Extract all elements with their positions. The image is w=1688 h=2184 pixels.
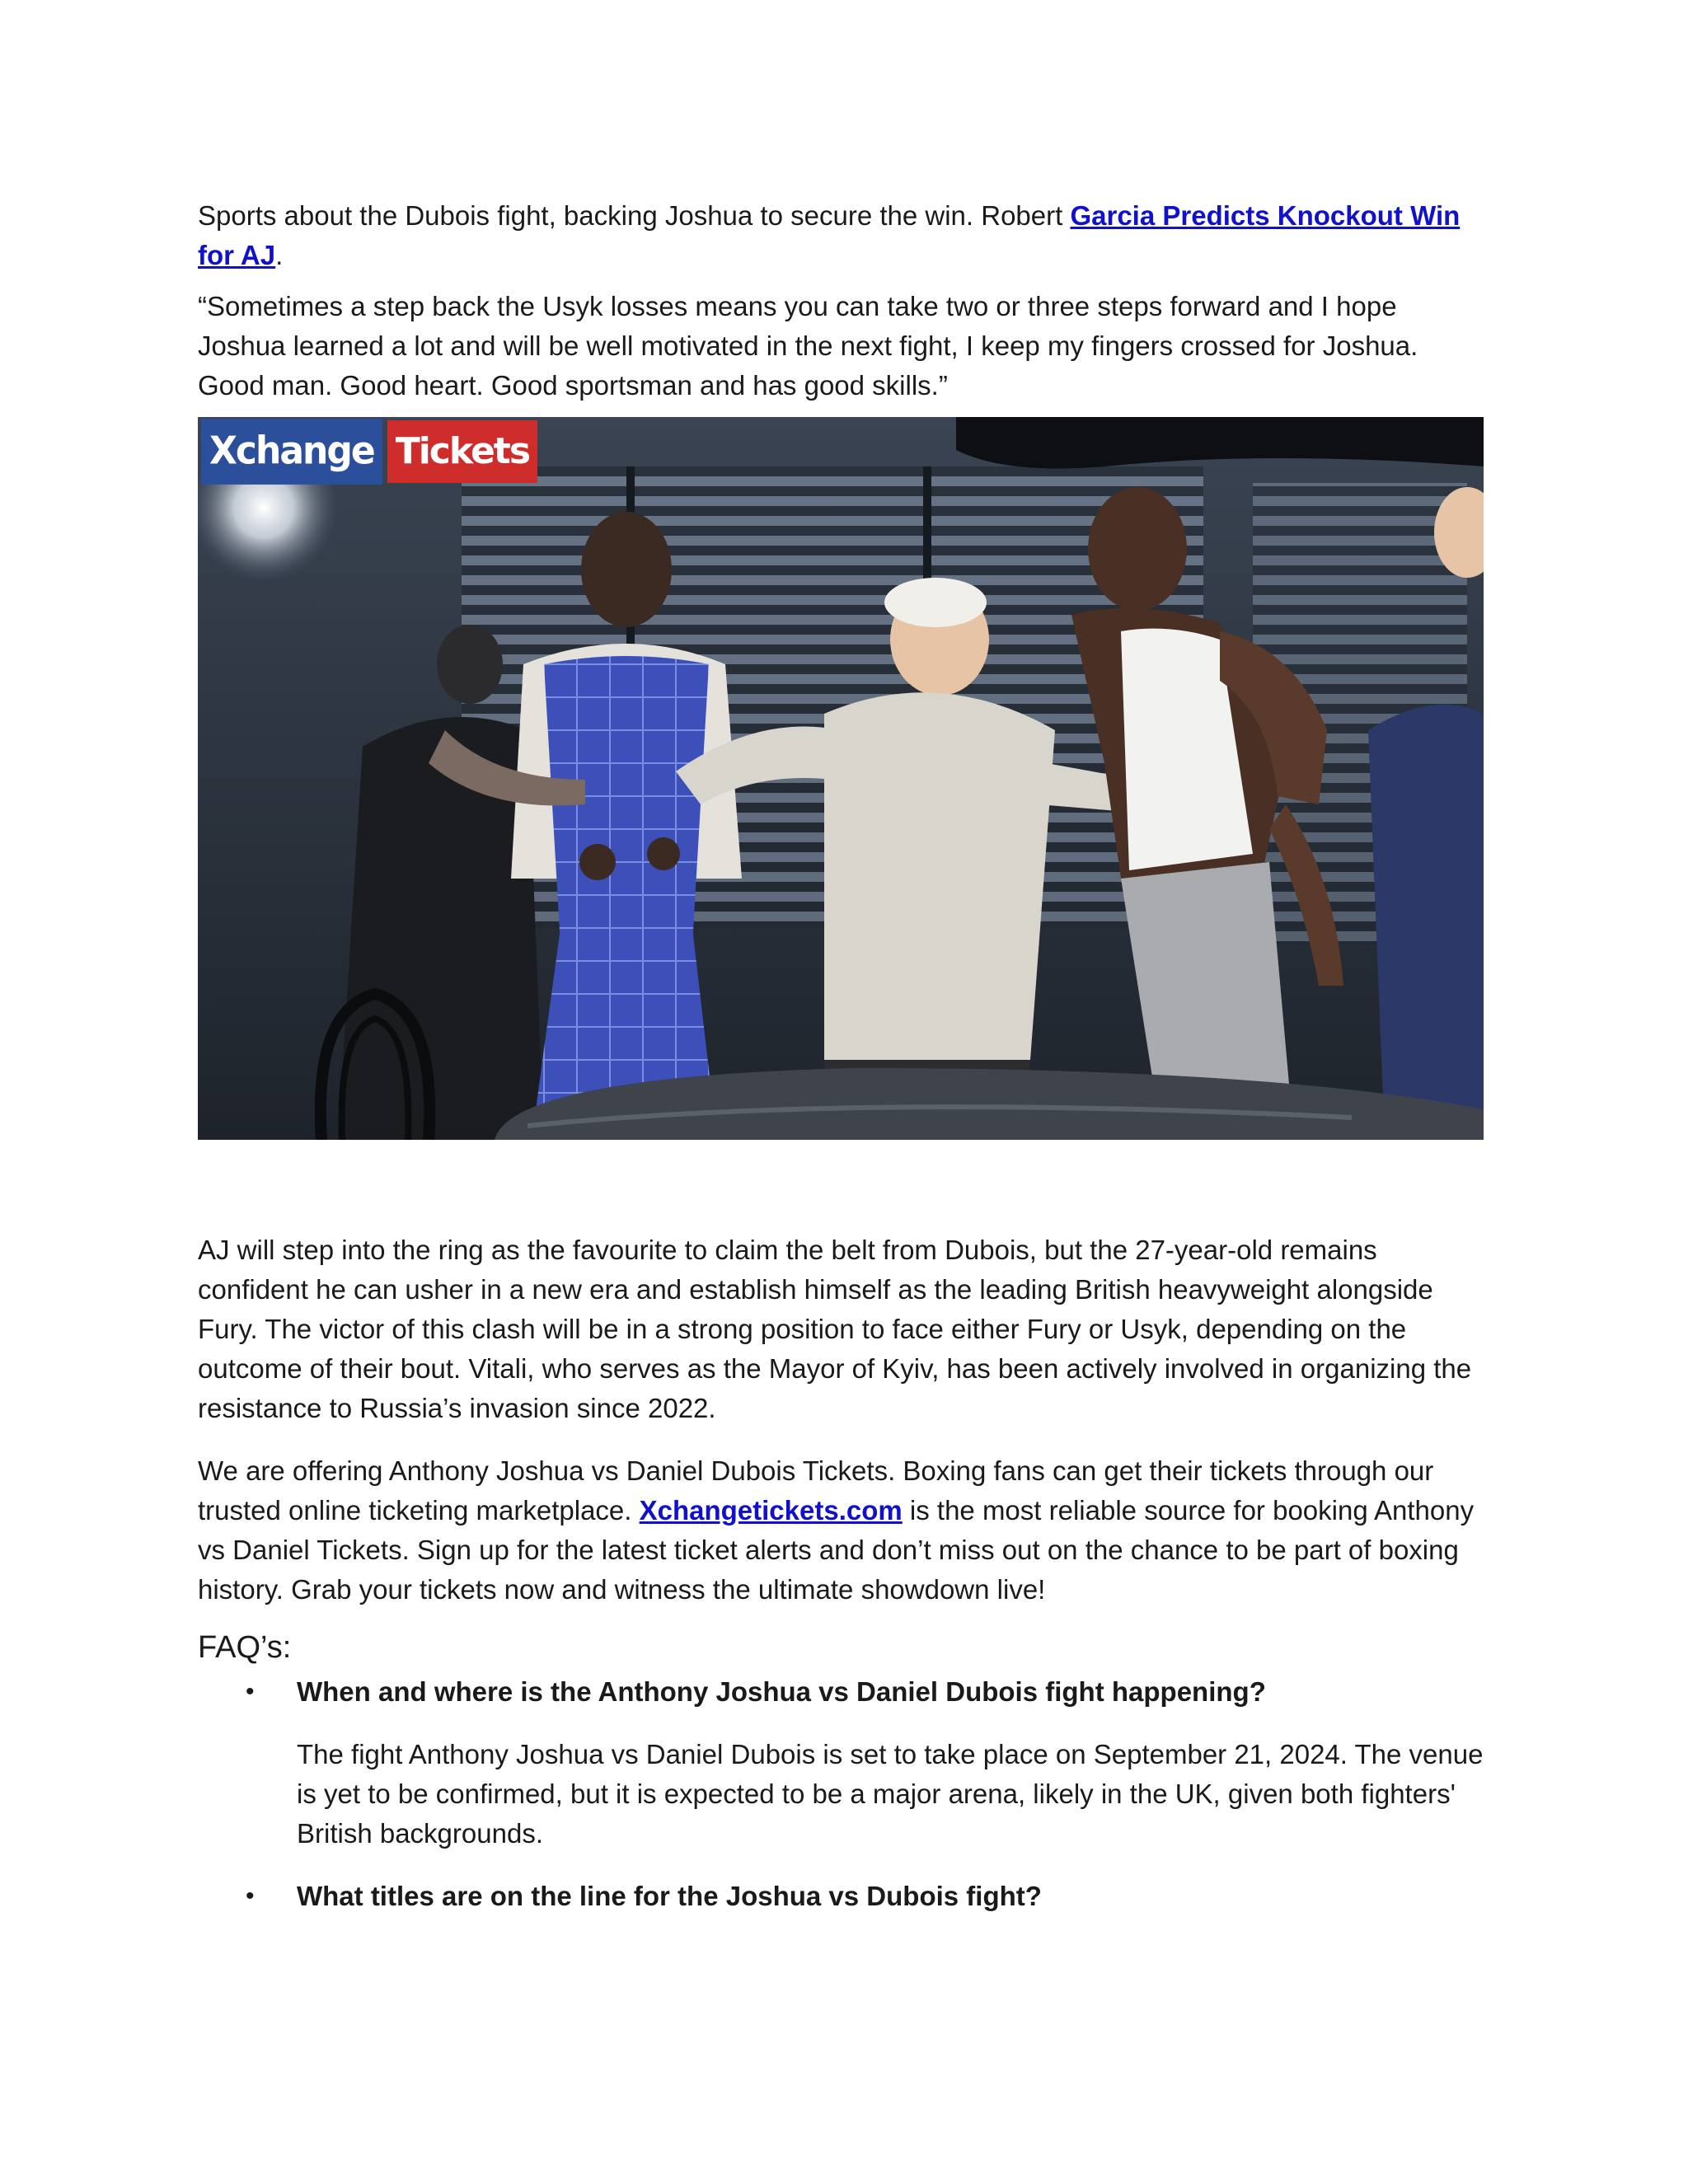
intro-paragraph [198, 196, 1484, 275]
intro-text: Sports about the Dubois fight, backing Joshua to secure the win. Robert [198, 200, 1071, 231]
intro-period: . [275, 240, 284, 270]
xchangetickets-link[interactable]: Xchangetickets.com [639, 1495, 903, 1526]
document-page [198, 196, 1484, 1939]
faq-question: When and where is the Anthony Joshua vs Daniel Dubois fight happening? [297, 1676, 1266, 1707]
press-conference-photo [198, 417, 1484, 1140]
aj-paragraph: AJ will step into the ring as the favourite to claim the belt from Dubois, but the 27-year-old remains confident he can usher in a new era and establish himself as the leading British heavyweight alongside Fury. The victor of this clash will be in a strong position to face either Fury or Usyk, depending on the outcome of their bout. Vitali, who serves as the Mayor of Kyiv, has been actively involved in organizing the resistance to Russia’s invasion since 2022. [198, 1235, 1472, 1423]
offer-paragraph [198, 1451, 1484, 1610]
photo-illustration [198, 417, 1484, 1140]
quote-paragraph: “Sometimes a step back the Usyk losses means you can take two or three steps forward and I hope Joshua learned a lot and will be well motivated in the next fight, I keep my fingers crossed for Joshua. Good man. Good heart. Good sportsman and has good skills.” [198, 291, 1418, 401]
bullet-icon: • [246, 1882, 255, 1910]
offer-text-after: is the most reliable source for booking Anthony vs Daniel Tickets. Sign up for the latest ticket alerts and don’t miss out on the chance to be part of boxing history. Grab your tickets now and witness the ultimate showdown live! [198, 1495, 1475, 1605]
xchange-tickets-logo [201, 420, 537, 483]
faq-list [198, 1672, 1484, 1916]
faq-item [246, 1877, 1484, 1916]
offer-text-before: We are offering Anthony Joshua vs Daniel Dubois Tickets. Boxing fans can get their tickets through our trusted online ticketing marketplace. [198, 1455, 1434, 1526]
faq-answer: The fight Anthony Joshua vs Daniel Dubois is set to take place on September 21, 2024. The venue is yet to be confirmed, but it is expected to be a major arena, likely in the UK, given both fighters' British backgrounds. [297, 1739, 1484, 1849]
spacer [198, 1140, 1484, 1230]
bullet-icon: • [246, 1678, 255, 1705]
faq-item [246, 1672, 1484, 1854]
faq-question: What titles are on the line for the Joshua vs Dubois fight? [297, 1881, 1042, 1911]
logo-tickets: Tickets [387, 420, 537, 483]
faq-heading: FAQ’s: [198, 1630, 292, 1665]
garcia-article-link[interactable]: Garcia Predicts Knockout Win for AJ [198, 200, 1461, 270]
logo-xchange: Xchange [201, 419, 382, 485]
